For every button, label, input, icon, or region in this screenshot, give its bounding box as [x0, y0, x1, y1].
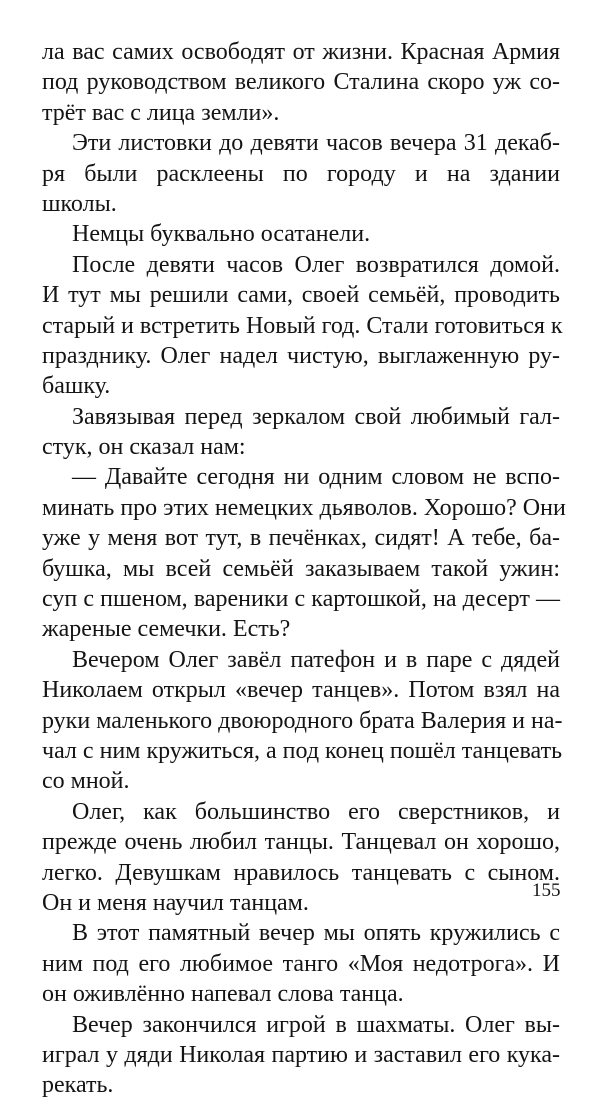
text-line: минать про этих немецких дьяволов. Хорошо? Они	[42, 494, 566, 521]
text-line: школы.	[42, 190, 117, 217]
text-line: трёт вас с лица земли».	[42, 99, 280, 126]
text-line: Николаем открыл «вечер танцев». Потом взял на	[42, 677, 560, 704]
text-line: старый и встретить Новый год. Стали готовиться к	[42, 312, 563, 339]
text-line: суп с пшеном, вареники с картошкой, на десерт —	[42, 586, 560, 613]
text-line: бушка, мы всей семьёй заказываем такой ужин:	[42, 555, 560, 582]
paragraph	[42, 1010, 560, 1101]
text-line: В этот памятный вечер мы опять кружились с	[72, 920, 560, 947]
paragraph	[42, 219, 560, 249]
paragraph	[42, 918, 560, 1009]
text-line: ря были расклеены по городу и на здании	[42, 160, 560, 187]
page-number: 155	[532, 880, 561, 901]
text-line: ла вас самих освободят от жизни. Красная Армия	[42, 39, 560, 65]
paragraph	[42, 797, 560, 919]
text-line: И тут мы решили сами, своей семьёй, проводить	[42, 282, 560, 309]
paragraph	[42, 462, 566, 644]
text-line: легко. Девушкам нравилось танцевать с сыном.	[42, 859, 560, 886]
text-line: руки маленького двоюродного брата Валерия и на-	[42, 707, 563, 734]
text-line: башку.	[42, 373, 111, 400]
text-line: играл у дяди Николая партию и заставил его кука-	[42, 1041, 560, 1068]
text-line: Завязывая перед зеркалом свой любимый гал-	[72, 403, 560, 430]
paragraph	[42, 37, 560, 128]
text-line: жареные семечки. Есть?	[42, 616, 291, 643]
book-page-body	[42, 37, 566, 1101]
text-line: стук, он сказал нам:	[42, 434, 246, 461]
paragraph	[42, 250, 563, 402]
text-line: рекать.	[42, 1072, 114, 1099]
text-line: празднику. Олег надел чистую, выглаженную ру-	[42, 342, 560, 369]
text-line: чал с ним кружиться, а под конец пошёл танцевать	[42, 737, 563, 764]
text-line: Немцы буквально осатанели.	[72, 221, 371, 248]
text-line: Эти листовки до девяти часов вечера 31 декаб-	[72, 130, 560, 157]
text-line: он оживлённо напевал слова танца.	[42, 981, 404, 1008]
paragraph	[42, 402, 560, 463]
text-line: прежде очень любил танцы. Танцевал он хорошо,	[42, 829, 560, 856]
paragraph	[42, 645, 563, 797]
text-line: уже у меня вот тут, в печёнках, сидят! А тебе, ба-	[42, 525, 560, 552]
text-line: Вечер закончился игрой в шахматы. Олег вы-	[72, 1011, 560, 1038]
text-line: Олег, как большинство его сверстников, и	[72, 798, 560, 825]
text-line: После девяти часов Олег возвратился домой.	[72, 251, 560, 278]
text-line: со мной.	[42, 768, 130, 795]
paragraph	[42, 128, 560, 219]
text-line: ним под его любимое танго «Моя недотрога». И	[42, 950, 560, 977]
text-line: — Давайте сегодня ни одним словом не вспо-	[72, 464, 560, 491]
text-line: Вечером Олег завёл патефон и в паре с дядей	[72, 646, 560, 673]
text-line: Он и меня научил танцам.	[42, 889, 309, 916]
text-line: под руководством великого Сталина скоро уж со-	[42, 69, 560, 96]
